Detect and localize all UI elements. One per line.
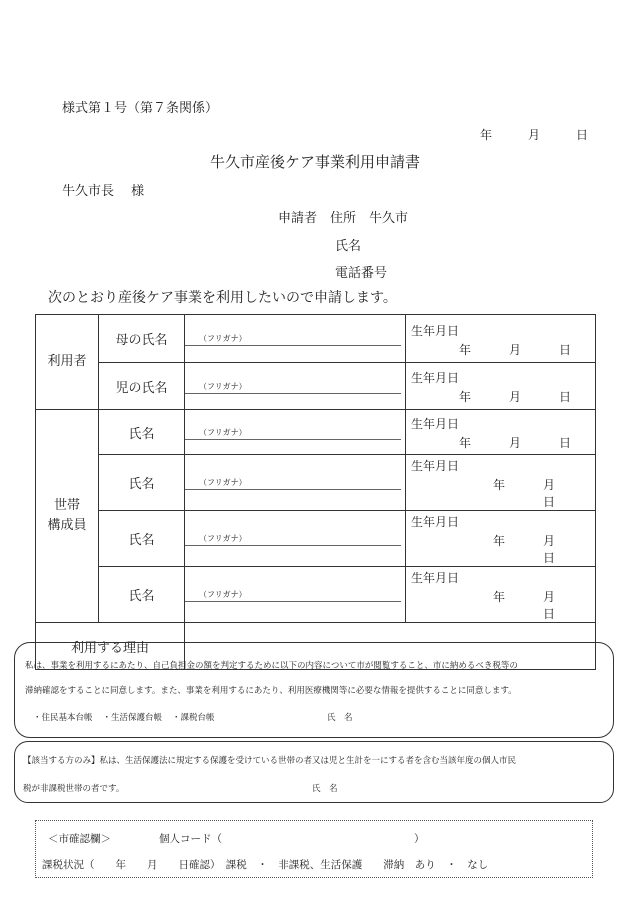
birthdate-field[interactable]: [406, 567, 596, 623]
furigana-line: [185, 544, 401, 546]
furigana-line: [185, 600, 401, 602]
month-label: 月: [508, 390, 521, 404]
consent-signature[interactable]: 氏 名: [327, 713, 353, 723]
birthdate-ymd: [406, 588, 595, 622]
birthdate-field[interactable]: [406, 410, 596, 455]
year-label: 年: [492, 590, 505, 604]
table-row: [36, 363, 596, 410]
applicant-phone[interactable]: 電話番号: [335, 266, 388, 281]
consent-item: ・生活保護台帳: [102, 713, 163, 723]
birthdate-ymd: [406, 434, 595, 451]
birthdate-label: 生年月日: [411, 323, 460, 338]
table-row: [36, 567, 596, 623]
birthdate-field[interactable]: [406, 455, 596, 511]
consent-text-2: 滞納確認をすることに同意します。また、事業を利用するにあたり、利用医療機関等に必要な情報を提供することに同意します。: [25, 686, 517, 696]
row-label: 母の氏名: [99, 315, 185, 363]
household-group-label: [36, 410, 99, 623]
reason-label: 利用する理由: [36, 623, 185, 670]
day-label: 日: [542, 551, 555, 565]
table-row: [36, 455, 596, 511]
birthdate-ymd: [406, 476, 595, 510]
birthdate-label: 生年月日: [411, 515, 460, 529]
day-label: 日: [542, 607, 555, 621]
name-field[interactable]: [185, 363, 406, 410]
table-row: [36, 315, 596, 363]
intro-text: 次のとおり産後ケア事業を利用したいので申請します。: [48, 290, 397, 306]
city-check-box: [35, 820, 593, 878]
year-label: 年: [492, 478, 505, 492]
welfare-text-2: 税が非課税世帯の者です。: [23, 784, 125, 794]
household-label-line2: 構成員: [47, 518, 87, 533]
month-label: 月: [508, 436, 521, 450]
furigana-label: （フリガナ）: [199, 590, 247, 599]
birthdate-ymd: [406, 532, 595, 566]
day-label: 日: [558, 342, 571, 357]
year-label: 年: [458, 390, 471, 404]
birthdate-label: 生年月日: [411, 571, 460, 585]
row-label: 氏名: [99, 567, 185, 623]
consent-box: [14, 642, 614, 738]
welfare-box: [14, 741, 614, 803]
furigana-label: （フリガナ）: [199, 334, 247, 343]
household-label-line1: 世帯: [53, 498, 80, 513]
year-label: 年: [458, 436, 471, 450]
name-field[interactable]: [185, 410, 406, 455]
welfare-signature[interactable]: 氏 名: [312, 784, 338, 794]
furigana-line: [185, 392, 401, 394]
addressee: 牛久市長 様: [62, 184, 145, 199]
birthdate-label: 生年月日: [411, 459, 460, 473]
month-label: 月: [508, 342, 521, 357]
furigana-label: （フリガナ）: [199, 534, 247, 543]
table-row: [36, 410, 596, 455]
birthdate-ymd: [406, 341, 595, 358]
year-label: 年: [492, 534, 505, 548]
name-field[interactable]: [185, 455, 406, 511]
birthdate-field[interactable]: [406, 315, 596, 363]
welfare-text-1: 【該当する方のみ】私は、生活保護法に規定する保護を受けている世帯の者又は児と生計を一にする者を含む当該年度の個人市民: [23, 756, 517, 766]
day-label: 日: [558, 436, 571, 450]
name-field[interactable]: [185, 315, 406, 363]
row-label: 氏名: [99, 455, 185, 511]
personal-code-label: 個人コード（: [159, 833, 222, 845]
tax-status-line: 課税状況（ 年 月 日確認） 課税 ・ 非課税、生活保護 滞納 あり ・ なし: [42, 859, 489, 871]
birthdate-field[interactable]: [406, 511, 596, 567]
row-label: 氏名: [99, 511, 185, 567]
furigana-label: （フリガナ）: [199, 381, 247, 391]
row-label: 児の氏名: [99, 363, 185, 410]
applicant-address[interactable]: 申請者 住所 牛久市: [278, 211, 409, 226]
furigana-label: （フリガナ）: [199, 478, 247, 487]
name-field[interactable]: [185, 567, 406, 623]
birthdate-field[interactable]: [406, 363, 596, 410]
consent-item: ・課税台帳: [172, 713, 215, 723]
page-title: 牛久市産後ケア事業利用申請書: [209, 153, 420, 171]
date-field[interactable]: 年 月 日: [480, 128, 589, 142]
consent-items: [33, 711, 225, 723]
table-row: [36, 511, 596, 567]
year-label: 年: [458, 342, 471, 357]
form-number: 様式第１号（第７条関係）: [62, 101, 219, 116]
month-label: 月: [542, 534, 555, 548]
furigana-line: [185, 488, 401, 490]
birthdate-ymd: [406, 388, 595, 405]
consent-item: ・住民基本台帳: [33, 713, 93, 723]
birthdate-label: 生年月日: [411, 417, 460, 431]
furigana-line: [185, 438, 401, 440]
furigana-label: （フリガナ）: [199, 427, 247, 437]
name-field[interactable]: [185, 511, 406, 567]
personal-code-close: ）: [414, 833, 425, 845]
application-table: [35, 314, 596, 670]
applicant-name[interactable]: 氏名: [335, 239, 362, 254]
month-label: 月: [542, 590, 555, 604]
day-label: 日: [558, 390, 571, 404]
city-check-heading: ＜市確認欄＞: [48, 833, 111, 845]
birthdate-label: 生年月日: [411, 371, 460, 385]
month-label: 月: [542, 478, 555, 492]
user-group-label: 利用者: [36, 315, 99, 410]
consent-text-1: 私は、事業を利用するにあたり、自己負担金の額を判定するために以下の内容について市が閲覧すること、市に納めるべき税等の: [25, 661, 518, 671]
day-label: 日: [542, 495, 555, 509]
row-label: 氏名: [99, 410, 185, 455]
furigana-line: [185, 344, 401, 346]
